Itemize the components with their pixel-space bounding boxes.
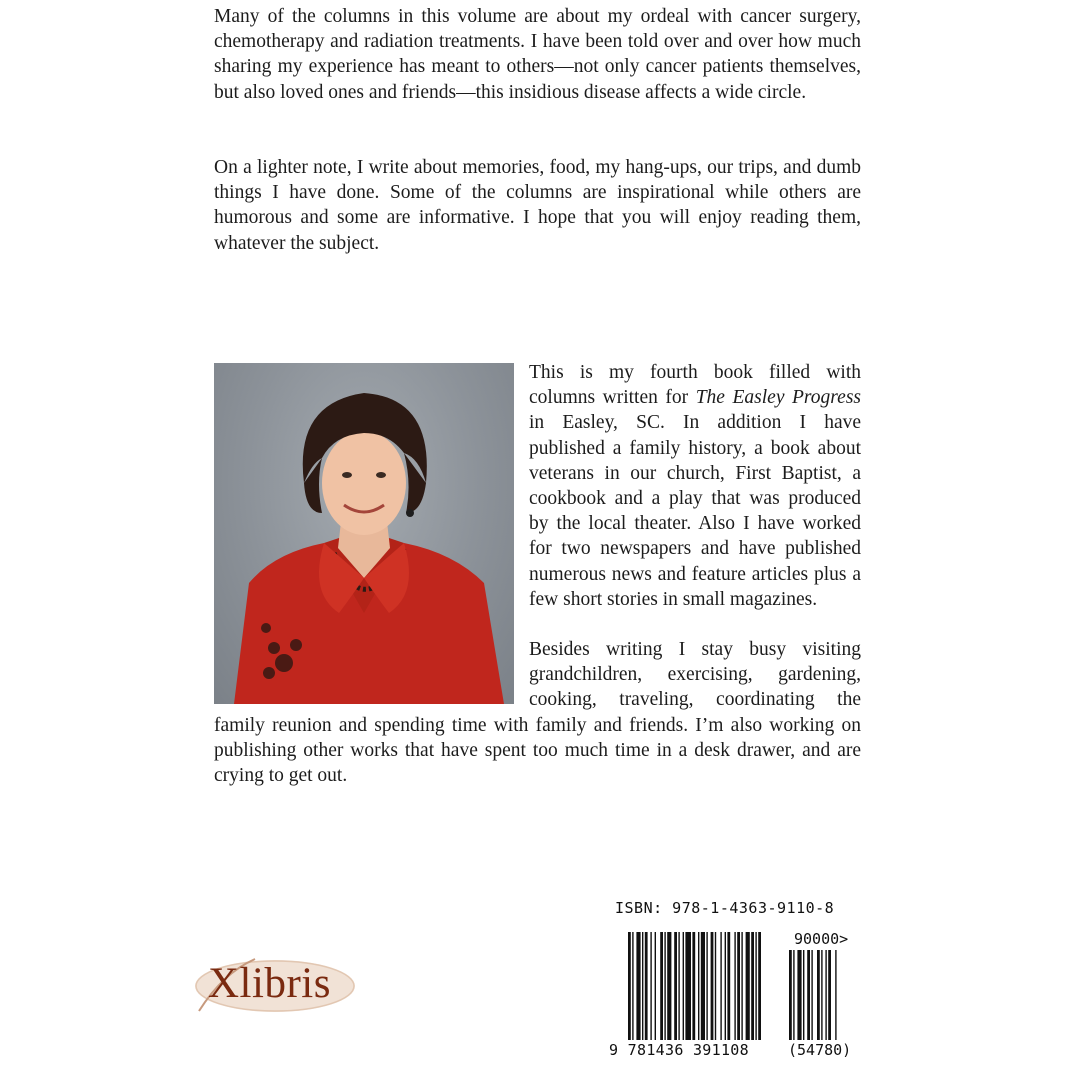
intro-paragraph-1: Many of the columns in this volume are about my ordeal with cancer surgery, chemotherapy and radiation treatments. I have been told over and over how much sharing my experience has meant to others—not only cancer patients themselves, but also loved ones and friends—this insidious disease affects a wide circle. [214,6,861,103]
isbn-label: ISBN: 978-1-4363-9110-8 [615,899,835,917]
price-digits: (54780) [788,1041,852,1059]
author-photo [214,363,514,704]
price-code: 90000> [794,930,849,948]
ean-digits: 9 781436 391108 [609,1041,749,1059]
bio-paragraph-1: This is my fourth book filled with columns written for The Easley Progress in Easley, SC. In addition I have published a family history, a book about veterans in our church, First Baptist, a cookbook and a play that was produced by the local theater. Also I have worked for two newspapers and have published numerous news and feature articles plus a few short stories in small magazines. [529,362,861,610]
publisher-logo: Xlibris [208,960,331,1007]
author-portrait-icon [214,363,514,704]
intro-paragraph-2: On a lighter note, I write about memories, food, my hang-ups, our trips, and dumb things I have done. Some of the columns are inspirational while others are humorous and some are informative. I hope that you will enjoy reading them, whatever the subject. [214,157,861,254]
newspaper-title: The Easley Progress [695,387,861,409]
bio-paragraph-2: Besides writing I stay busy visiting grandchildren, exercising, gardening, cooking, traveling, coordinating the family reunion and spending time with family and friends. I’m also working on publishing other works that have spent too much time in a desk drawer, and are crying to get out. [214,639,861,787]
author-bio [214,360,861,788]
